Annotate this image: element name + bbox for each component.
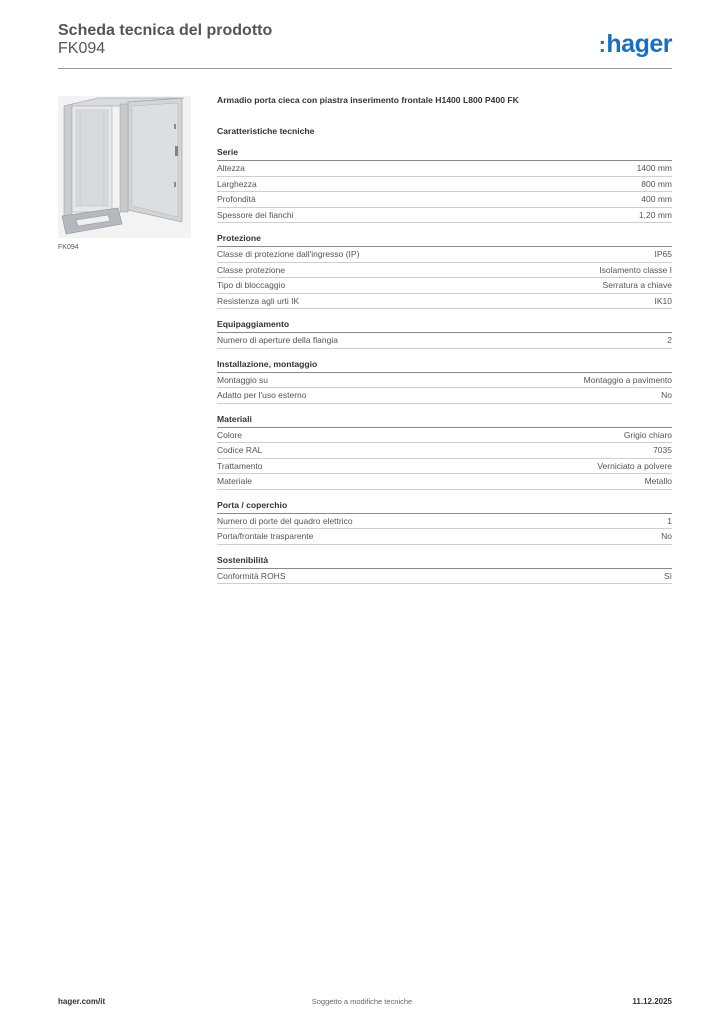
- spec-row: [217, 177, 672, 193]
- spec-label: Trattamento: [217, 460, 263, 471]
- spec-label: Tipo di bloccaggio: [217, 280, 286, 291]
- spec-groups: [217, 147, 672, 584]
- page-title: Scheda tecnica del prodotto: [58, 22, 273, 39]
- spec-label: Spessore dei fianchi: [217, 209, 294, 220]
- spec-value: 2: [667, 335, 672, 346]
- spec-label: Codice RAL: [217, 445, 263, 456]
- spec-row: [217, 459, 672, 475]
- spec-group-title: Sostenibilità: [217, 555, 672, 569]
- spec-group-title: Equipaggiamento: [217, 319, 672, 333]
- spec-value: 1: [667, 515, 672, 526]
- spec-value: IK10: [654, 295, 672, 306]
- spec-row: [217, 278, 672, 294]
- spec-value: Verniciato a polvere: [597, 460, 672, 471]
- spec-value: 1,20 mm: [638, 209, 672, 220]
- spec-label: Larghezza: [217, 178, 257, 189]
- spec-row: [217, 529, 672, 545]
- spec-row: [217, 569, 672, 585]
- cabinet-product-image: [58, 96, 191, 238]
- spec-label: Porta/frontale trasparente: [217, 531, 314, 542]
- spec-value: Metallo: [644, 476, 672, 487]
- spec-value: Serratura a chiave: [602, 280, 672, 291]
- spec-row: [217, 263, 672, 279]
- spec-row: [217, 333, 672, 349]
- footer-date: 11.12.2025: [632, 997, 672, 1006]
- spec-label: Numero di porte del quadro elettrico: [217, 515, 353, 526]
- spec-value: No: [661, 531, 672, 542]
- footer-website-link[interactable]: hager.com/it: [58, 997, 106, 1006]
- spec-label: Conformità ROHS: [217, 570, 286, 581]
- spec-row: [217, 373, 672, 389]
- spec-label: Montaggio su: [217, 374, 269, 385]
- spec-group-title: Serie: [217, 147, 672, 161]
- spec-value: 800 mm: [641, 178, 672, 189]
- spec-row: [217, 428, 672, 444]
- spec-label: Profondità: [217, 194, 256, 205]
- spec-group-title: Installazione, montaggio: [217, 359, 672, 373]
- spec-group-title: Materiali: [217, 414, 672, 428]
- spec-label: Materiale: [217, 476, 252, 487]
- spec-value: IP65: [654, 249, 672, 260]
- spec-row: [217, 294, 672, 310]
- spec-label: Classe di protezione dall'ingresso (IP): [217, 249, 360, 260]
- spec-content: [217, 95, 672, 584]
- logo-text: hager: [606, 30, 672, 58]
- spec-row: [217, 247, 672, 263]
- spec-value: Isolamento classe I: [599, 264, 672, 275]
- hager-logo[interactable]: :hager: [598, 30, 672, 58]
- spec-row: [217, 192, 672, 208]
- spec-value: Grigio chiaro: [623, 429, 672, 440]
- spec-label: Altezza: [217, 163, 245, 174]
- spec-label: Adatto per l'uso esterno: [217, 390, 307, 401]
- spec-value: Sì: [663, 570, 672, 581]
- cabinet-illustration: [58, 96, 191, 238]
- header-divider: [58, 68, 672, 69]
- section-heading: Caratteristiche tecniche: [217, 126, 315, 136]
- spec-row: [217, 208, 672, 224]
- product-code: FK094: [58, 40, 106, 57]
- footer-disclaimer: Soggetto a modifiche tecniche: [311, 997, 413, 1006]
- spec-value: Montaggio a pavimento: [583, 374, 672, 385]
- spec-group-title: Protezione: [217, 233, 672, 247]
- spec-row: [217, 161, 672, 177]
- spec-value: 400 mm: [641, 194, 672, 205]
- spec-group-title: Porta / coperchio: [217, 500, 672, 514]
- image-caption: FK094: [58, 244, 79, 251]
- spec-row: [217, 443, 672, 459]
- spec-label: Numero di aperture della flangia: [217, 335, 338, 346]
- spec-value: 7035: [653, 445, 672, 456]
- spec-row: [217, 474, 672, 490]
- spec-row: [217, 388, 672, 404]
- spec-value: 1400 mm: [636, 163, 672, 174]
- spec-label: Resistenza agli urti IK: [217, 295, 300, 306]
- spec-row: [217, 514, 672, 530]
- product-title: Armadio porta cieca con piastra inserimento frontale H1400 L800 P400 FK: [217, 95, 519, 105]
- spec-label: Classe protezione: [217, 264, 286, 275]
- spec-label: Colore: [217, 429, 243, 440]
- spec-value: No: [661, 390, 672, 401]
